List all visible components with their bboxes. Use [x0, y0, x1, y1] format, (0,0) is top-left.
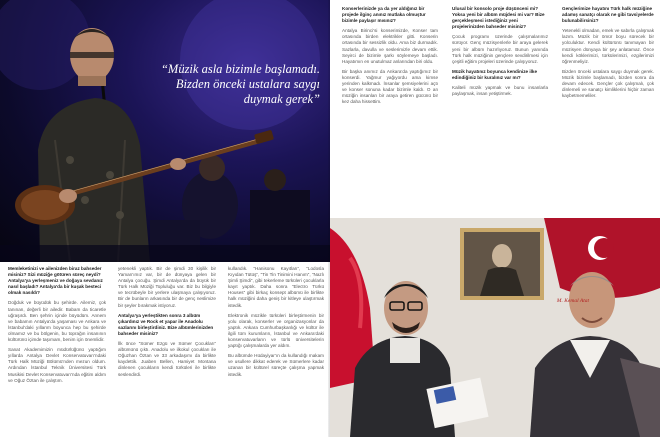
interview-question: Konserlerinizde ya da yer aldığınız bir projede ilginç anınız mutlaka olmuştur bizimle paylaşır mısınız? — [342, 6, 426, 24]
interview-answer: Sanat Akademimizin müdürlüğünü yaptığım yıllarda Antalya Devlet Konservatuvarı’ndaki Türk Halk Müziği Bölümü’nden mezun oldum. Ardından İstanbul Teknik Üniversitesi Türk Musikisi Devlet Konservatuvarı’nda eğitim aldım ve Oğuz Öztan ile çalıştım. — [8, 347, 106, 383]
interview-question: Memleketinizi ve ailenizden biraz bahseder misiniz? Sizi müziğe götüren süreç neydi? Antalya'ya yerleşmeniz ve doğaya sevdanız nasıl başladı? Antalya'da bir kuşak besteci olmak nasıldı? — [8, 266, 103, 296]
interview-answer: Çocuk programı üzerinde çalışmalarımız sürüyor. Genç müzisyenlerle bir araya gelerek yeni bir albüm hazırlıyoruz. Bunun yanında Türk halk müziğinin gençlere sevdirilmesi için çeşitli eğitim projeleri üzerinde çalışıyoruz. — [452, 34, 548, 64]
right-column-1 — [342, 6, 438, 109]
interview-answer: kullandık. “Hanisonu Kayıtları”, “Lodosla Kıyıdan Tütüş”, “Tin Tin Tinimini Hanım”, “Nazlı Şimli Şimdi”, gibi tekerleme türküleri çocuklarla kayıt yaptık. Daha sonra “Electro Türkü Houses” gibi birkaç konsept albümü ile birlikte halk müziğini daha geniş bir kitleye ulaştırmak istedik. — [228, 266, 324, 308]
interview-question: Antalya’ya yerleştikten sonra 3 albüm çıkardınız ve Rock et yapar ile Anadolu sazlarını birleştirdiniz. Bize albümlerinizden bahseder misiniz? — [118, 312, 214, 336]
interview-question: Müzik hayatınız boyunca kendinize ilke edindiğiniz bir kuralınız var mı? — [452, 68, 538, 80]
left-column-2 — [118, 266, 216, 382]
interview-answer: Bu albümde Hüdayiyar’ın da kullandığı makam ve usullere dikkat ederek ve Sümerlere kadar uzanan bir kültürel süreçte çalışma yapmak istedik. — [228, 353, 324, 377]
interview-question: Ulusal bir konsolo proje düşünceni mi? Yoksa yeni bir albüm müjdesi mi var? Bize gerçekleşmesi istediğiniz yeni projelerinizden bahseder misiniz? — [452, 6, 545, 30]
interview-question: Gençlerimize hayatını Türk halk müziğine adamış sanatçı olarak ne gibi tavsiyelerde bulunabilirsiniz? — [562, 6, 654, 24]
left-column-1 — [8, 266, 106, 388]
right-page — [330, 0, 660, 437]
interview-answer: İlk önce “Sümer Ezgü ve Sümer Çocukları” albümünü çıktı. Anadolu ve ilkokul çocukları ile Oğuzhan Öztan ve 33 arkadaşımı da birlikte kaydettik. Juaben Bellen, Hamiyet Montana dinlenen çocukların kendi türküleri ile birlikte seslendirdi. — [118, 341, 216, 377]
right-column-3 — [562, 6, 654, 103]
interview-photo — [330, 218, 660, 437]
interview-answer: Antalya Birinci’si konserimizde, Konser tam ortasında birden elektrikler gitti. Konserin ortasında bir sessizlik oldu. Ama biz durmadık. Sazlarla, davulla ve seslerimizle devam ettik. Seyirci de bizimle şarkı söylemeye başladı. Hayatımın en unutulmaz anlarından biri oldu. — [342, 28, 438, 64]
concert-scene-illustration — [0, 0, 330, 262]
pull-quote-line-3: duymak gerek” — [243, 92, 320, 106]
right-column-2 — [452, 6, 548, 101]
left-column-3 — [228, 266, 324, 382]
pull-quote-line-2: Bizden önceki ustalara saygı — [175, 77, 320, 91]
frame-caption: M. Kemal Atat — [556, 298, 590, 304]
interview-answer: Bir başka anımız da Ankara’da yaptığımız bir konserdi. Yağmur yağıyordu ama kimse yerinden kalkmadı. İnsanlar şemsiyelerini açtı ve konser sonuna kadar bizimle kaldı. O an müziğin insanları bir araya getiren gücünü bir kez daha hissettim. — [342, 68, 438, 105]
interview-answer: yetenekli yaptık. Bir de şimdi 30 kişilik bir Yaman’ımız var, bir de dünyaya gelen bir Antalya çocuğu. Şimdi Antalya’da da büyük bir Türk Halk Müziği Topluluğu var. Biz bu bilgiyle ve tecrübeyle bir yerlere ulaşmaya çalışıyoruz. Bir de bunların arkasında bir de genç neslimize bir şeyler bırakmak istiyoruz. — [118, 266, 216, 308]
interview-answer: Bizden önceki ustalara saygı duymak gerek. Müzik bizimle başlamadı, bizden sonra da devam edecek. Gençler çok çalışmalı, çok dinlemeli ve sanatçı kimliklerini hiçbir zaman kaybetmemeliler. — [562, 68, 654, 99]
concert-photo — [0, 0, 330, 262]
interview-answer: Doğduk ve büyüdük bu şehirde. Ailemiz, çok tanınan, değerli bir ailedir. Babam da ticaretle uğraşırdı. Ben şehrin içinde büyüdüm. Annem ve babamın Antalya’da yaşaması ve Ankara ve İstanbul’daki yıllarım boyunca hep bu şehirde olmamız ve bu bölgenin, bu toprağın insanının kültürünü içimde taşımam, benim için önemlidir. — [8, 300, 106, 343]
interview-answer: Kaliteli müzik yapmak ve bunu insanlarla paylaşmak, insan yetiştirmek. — [452, 85, 548, 97]
pull-quote-line-1: “Müzik asla bizimle başlamadı. — [160, 62, 320, 76]
pull-quote — [142, 62, 320, 107]
interview-answer: Yetenekli olmadan, emek ve sabırla çalışmak lazım. Müzik bir ömür boyu sürecek bir yolculuktur. Kendi kültürünü tanımayan bir müzisyen dünyaya bir şey anlatamaz. Önce kendi köklerimizi, türkülerimizi, ezgilerimizi öğrenmeliyiz. — [562, 28, 654, 64]
interview-answer: Elektronik müzikle türküleri birleştirmenin bir yolu olarak, konserler ve organizasyonlar da yaptık. Ankara Cumhurbaşkanlığı ve kültür ile ilgili tüm kurumların, İstanbul ve Ankara’daki konservatuvarların ve türlü üniversitelerin yaptığı çalışmalarda yer aldım. — [228, 312, 324, 349]
interview-scene-illustration — [330, 218, 660, 437]
